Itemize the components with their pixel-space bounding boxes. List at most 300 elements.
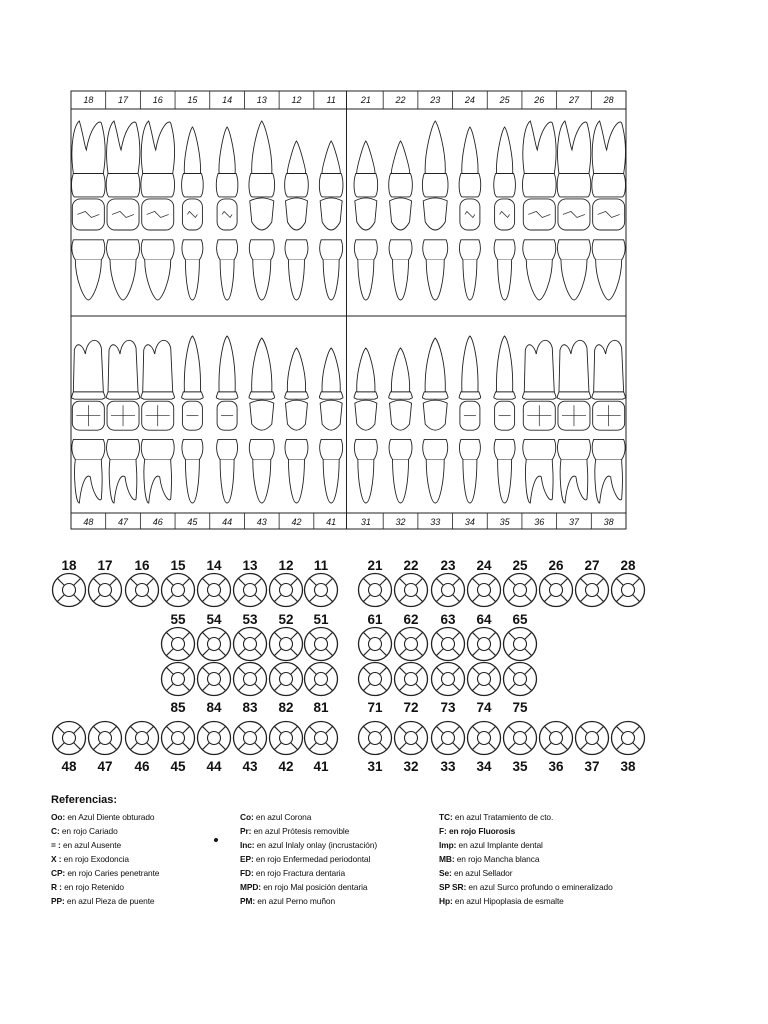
lower-tooth-label: 35 (499, 517, 510, 527)
tooth-surface-circle[interactable] (270, 574, 303, 607)
tooth-surface-circle[interactable] (162, 663, 195, 696)
tooth-surface-circle[interactable] (576, 574, 609, 607)
root-lingual (109, 459, 137, 503)
molar-tooth (522, 121, 556, 300)
crown-lateral (354, 392, 378, 399)
tooth-surface-circle[interactable] (198, 722, 231, 755)
tooth-number: 42 (278, 759, 294, 774)
incisal-surface (250, 400, 274, 430)
tooth-number: 52 (278, 612, 294, 627)
root-outline (391, 348, 409, 392)
root-outline (558, 121, 591, 174)
tooth-surface-circle[interactable] (540, 722, 573, 755)
reference-code: C: (51, 826, 60, 836)
tooth-surface-circle[interactable] (198, 574, 231, 607)
tooth-number: 41 (313, 759, 329, 774)
root-outline (462, 127, 478, 174)
crown-lingual (249, 240, 274, 260)
tooth-number: 85 (170, 700, 186, 715)
tooth-surface-circle[interactable] (305, 574, 338, 607)
reference-code: Se: (439, 868, 452, 878)
tooth-surface-circle[interactable] (270, 722, 303, 755)
root-lingual (393, 260, 409, 300)
tooth-number: 82 (278, 700, 294, 715)
crown-lateral (249, 174, 275, 197)
tooth-number: 34 (476, 759, 492, 774)
root-outline (391, 141, 409, 174)
surface-ring (369, 673, 382, 686)
upper-tooth-label: 22 (395, 95, 406, 105)
surface-ring (63, 732, 76, 745)
surface-ring (514, 732, 527, 745)
tooth-surface-circle[interactable] (395, 574, 428, 607)
surface-ring (244, 638, 257, 651)
crown-lateral (106, 392, 140, 399)
crown-lateral (592, 174, 626, 197)
root-outline (219, 336, 235, 392)
incisor-tooth (319, 141, 343, 300)
crown-lingual (182, 240, 203, 260)
tooth-surface-circle[interactable] (53, 722, 86, 755)
tooth-surface-circle[interactable] (395, 722, 428, 755)
surface-ring (442, 584, 455, 597)
tooth-surface-circle[interactable] (468, 663, 501, 696)
tooth-number: 46 (134, 759, 150, 774)
incisor-tooth (354, 141, 378, 300)
surface-ring (315, 638, 328, 651)
reference-description: en azul Prótesis removible (253, 826, 350, 836)
crown-lateral (557, 392, 591, 399)
reference-code: Oo: (51, 812, 66, 822)
reference-code: FD: (240, 868, 254, 878)
upper-tooth-label: 17 (118, 95, 129, 105)
upper-tooth-label: 18 (83, 95, 94, 105)
reference-code: R : (51, 882, 62, 892)
surface-ring (622, 584, 635, 597)
root-outline (462, 336, 478, 392)
reference-code: EP: (240, 854, 254, 864)
root-outline (72, 121, 105, 174)
root-lingual (185, 260, 199, 300)
crown-lateral (72, 174, 106, 197)
crown-lingual (523, 240, 556, 260)
root-outline (322, 141, 340, 174)
tooth-number: 74 (476, 700, 492, 715)
tooth-number: 71 (367, 700, 383, 715)
surface-ring (369, 584, 382, 597)
tooth-surface-circle[interactable] (468, 628, 501, 661)
premolar-tooth (182, 127, 204, 300)
tooth-surface-circle[interactable] (468, 722, 501, 755)
surface-ring (622, 732, 635, 745)
root-lingual (253, 459, 271, 503)
reference-item (439, 882, 613, 892)
lower-tooth-label: 31 (360, 517, 371, 527)
tooth-surface-circle[interactable] (468, 574, 501, 607)
tooth-surface-circle[interactable] (126, 574, 159, 607)
root-lingual (426, 260, 444, 300)
crown-lingual (459, 240, 480, 260)
crown-lateral (522, 174, 556, 197)
tooth-surface-circle[interactable] (612, 722, 645, 755)
molar-tooth (72, 121, 106, 300)
root-lingual (463, 459, 477, 503)
root-outline (559, 340, 589, 392)
surface-ring (369, 638, 382, 651)
tooth-surface-circle[interactable] (305, 722, 338, 755)
reference-description: en azul Implante dental (458, 840, 543, 850)
tooth-surface-circle[interactable] (359, 574, 392, 607)
tooth-surface-circle[interactable] (162, 628, 195, 661)
tooth-number: 84 (206, 700, 222, 715)
tooth-surface-circle[interactable] (198, 628, 231, 661)
root-lingual (323, 459, 339, 503)
surface-ring (63, 584, 76, 597)
surface-ring (280, 732, 293, 745)
root-outline (184, 127, 200, 174)
tooth-number: 17 (97, 558, 113, 573)
crown-lateral (216, 174, 238, 197)
surface-ring (136, 732, 149, 745)
upper-tooth-label: 21 (360, 95, 371, 105)
tooth-number: 31 (367, 759, 383, 774)
surface-ring (514, 584, 527, 597)
root-outline (496, 127, 512, 174)
tooth-number: 16 (134, 558, 150, 573)
lower-tooth-label: 34 (464, 517, 475, 527)
crown-lateral (389, 174, 413, 197)
surface-ring (244, 732, 257, 745)
reference-description: en rojo Exodoncia (63, 854, 129, 864)
tooth-surface-circle[interactable] (504, 574, 537, 607)
crown-lateral (249, 392, 275, 399)
surface-ring (405, 638, 418, 651)
crown-lingual (72, 240, 105, 260)
tooth-number: 13 (242, 558, 258, 573)
tooth-surface-circle[interactable] (234, 722, 267, 755)
tooth-surface-circle[interactable] (576, 722, 609, 755)
tooth-surface-circle[interactable] (504, 663, 537, 696)
root-outline (496, 336, 512, 392)
tooth-surface-circle[interactable] (270, 663, 303, 696)
reference-item (51, 896, 154, 906)
lower-tooth-label: 45 (187, 517, 198, 527)
root-lingual (323, 260, 339, 300)
lower-tooth-label: 36 (534, 517, 545, 527)
tooth-number: 64 (476, 612, 492, 627)
tooth-number: 28 (620, 558, 636, 573)
reference-description: en rojo Caries penetrante (67, 868, 160, 878)
surface-ring (136, 584, 149, 597)
surface-ring (478, 673, 491, 686)
lower-tooth-label: 37 (568, 517, 579, 527)
lower-tooth-label: 32 (395, 517, 406, 527)
crown-lingual (141, 439, 174, 459)
tooth-surface-circle[interactable] (53, 574, 86, 607)
reference-description: en rojo Mancha blanca (456, 854, 540, 864)
tooth-number: 62 (403, 612, 419, 627)
tooth-surface-circle[interactable] (432, 574, 465, 607)
root-outline (108, 340, 138, 392)
upper-tooth-label: 14 (222, 95, 233, 105)
tooth-surface-circle[interactable] (89, 574, 122, 607)
root-lingual (596, 260, 622, 300)
crown-lingual (494, 240, 515, 260)
reference-item (240, 826, 349, 836)
reference-item (439, 868, 512, 878)
upper-tooth-label: 27 (568, 95, 579, 105)
upper-tooth-label: 26 (534, 95, 545, 105)
crown-lingual (217, 439, 238, 459)
tooth-number: 73 (440, 700, 456, 715)
root-outline (357, 141, 375, 174)
crown-lingual (389, 439, 412, 459)
odontogram-circles (0, 550, 768, 790)
reference-description: en azul Inlaly onlay (incrustación) (256, 840, 378, 850)
dot-mark (213, 837, 218, 842)
root-lingual (75, 260, 101, 300)
tooth-number: 22 (403, 558, 419, 573)
crown-lateral (141, 174, 175, 197)
root-outline (143, 340, 173, 392)
tooth-number: 55 (170, 612, 186, 627)
crown-lingual (354, 240, 377, 260)
tooth-surface-circle[interactable] (234, 574, 267, 607)
reference-code: Hp: (439, 896, 453, 906)
reference-code: Imp: (439, 840, 457, 850)
surface-ring (586, 584, 599, 597)
tooth-surface-circle[interactable] (126, 722, 159, 755)
incisal-surface (355, 400, 377, 430)
premolar-tooth (459, 336, 481, 503)
crown-lateral (354, 174, 378, 197)
crown-lingual (557, 439, 590, 459)
root-outline (594, 340, 624, 392)
tooth-surface-circle[interactable] (359, 628, 392, 661)
root-outline (524, 340, 554, 392)
root-lingual (358, 459, 374, 503)
molar-tooth (522, 340, 556, 503)
crown-lingual (523, 439, 556, 459)
incisor-tooth (285, 141, 309, 300)
crown-lingual (141, 240, 174, 260)
root-lingual (526, 260, 552, 300)
reference-item (51, 840, 121, 850)
crown-lingual (72, 439, 105, 459)
upper-tooth-label: 12 (291, 95, 302, 105)
premolar-tooth (494, 127, 516, 300)
tooth-surface-circle[interactable] (432, 722, 465, 755)
tooth-number: 45 (170, 759, 186, 774)
tooth-number: 37 (584, 759, 600, 774)
root-lingual (358, 260, 374, 300)
surface-ring (442, 638, 455, 651)
tooth-number: 14 (206, 558, 222, 573)
root-outline (184, 336, 200, 392)
molar-tooth (141, 121, 175, 300)
root-lingual (561, 260, 587, 300)
molar-tooth (557, 121, 591, 300)
canine-tooth (249, 338, 275, 503)
crown-lingual (249, 439, 274, 459)
crown-lateral (319, 174, 343, 197)
surface-ring (586, 732, 599, 745)
surface-ring (478, 584, 491, 597)
reference-code: Inc: (240, 840, 255, 850)
tooth-surface-circle[interactable] (234, 628, 267, 661)
crown-lingual (107, 240, 140, 260)
reference-item (51, 868, 159, 878)
surface-ring (208, 584, 221, 597)
reference-item (439, 896, 564, 906)
crown-lingual (592, 240, 625, 260)
tooth-surface-circle[interactable] (198, 663, 231, 696)
surface-ring (208, 732, 221, 745)
tooth-number: 65 (512, 612, 528, 627)
reference-code: MB: (439, 854, 455, 864)
tooth-number: 21 (367, 558, 383, 573)
incisal-surface (390, 400, 412, 430)
root-lingual (185, 459, 199, 503)
crown-lingual (182, 439, 203, 459)
root-outline (252, 338, 272, 392)
surface-ring (315, 673, 328, 686)
crown-lingual (217, 240, 238, 260)
crown-lingual (423, 439, 448, 459)
surface-ring (442, 673, 455, 686)
root-outline (141, 121, 174, 174)
reference-description: en rojo Retenido (64, 882, 124, 892)
tooth-surface-circle[interactable] (234, 663, 267, 696)
molar-tooth (592, 340, 626, 503)
tooth-surface-circle[interactable] (395, 663, 428, 696)
incisor-tooth (285, 348, 309, 503)
tooth-surface-circle[interactable] (432, 663, 465, 696)
root-lingual (560, 459, 588, 503)
crown-lingual (459, 439, 480, 459)
tooth-number: 38 (620, 759, 636, 774)
premolar-tooth (182, 336, 204, 503)
reference-description: en Azul Diente obturado (67, 812, 155, 822)
reference-item (240, 812, 311, 822)
surface-ring (478, 638, 491, 651)
incisal-surface (423, 400, 447, 430)
root-outline (425, 121, 445, 174)
root-lingual (288, 260, 304, 300)
tooth-surface-circle[interactable] (504, 628, 537, 661)
reference-description: en rojo Enfermedad periodontal (255, 854, 371, 864)
root-lingual (288, 459, 304, 503)
tooth-number: 61 (367, 612, 383, 627)
tooth-surface-circle[interactable] (504, 722, 537, 755)
reference-item (51, 882, 124, 892)
crown-lingual (285, 240, 308, 260)
crown-lingual (354, 439, 377, 459)
reference-item (240, 882, 367, 892)
surface-ring (550, 584, 563, 597)
surface-ring (315, 584, 328, 597)
reference-code: MPD: (240, 882, 261, 892)
tooth-surface-circle[interactable] (270, 628, 303, 661)
surface-ring (99, 584, 112, 597)
reference-item (240, 868, 345, 878)
root-lingual (595, 459, 623, 503)
upper-tooth-label: 23 (430, 95, 441, 105)
references (0, 790, 768, 920)
reference-description: en azul Pieza de puente (66, 896, 155, 906)
root-outline (523, 121, 556, 174)
tooth-surface-circle[interactable] (305, 628, 338, 661)
crown-lingual (423, 240, 448, 260)
tooth-number: 23 (440, 558, 456, 573)
tooth-surface-circle[interactable] (305, 663, 338, 696)
premolar-tooth (494, 336, 516, 503)
surface-ring (514, 638, 527, 651)
crown-lingual (494, 439, 515, 459)
root-outline (107, 121, 140, 174)
crown-lateral (106, 174, 140, 197)
crown-lateral (422, 392, 448, 399)
root-lingual (220, 260, 234, 300)
root-lingual (426, 459, 444, 503)
crown-lateral (319, 392, 343, 399)
tooth-number: 35 (512, 759, 528, 774)
upper-tooth-label: 11 (326, 95, 336, 105)
root-outline (322, 348, 340, 392)
tooth-number: 18 (61, 558, 77, 573)
tooth-number: 63 (440, 612, 456, 627)
tooth-number: 72 (403, 700, 419, 715)
upper-tooth-label: 24 (464, 95, 475, 105)
reference-code: Co: (240, 812, 254, 822)
crown-lateral (557, 174, 591, 197)
tooth-surface-circle[interactable] (395, 628, 428, 661)
reference-code: Pr: (240, 826, 252, 836)
root-outline (252, 121, 272, 174)
incisal-surface (320, 400, 342, 430)
upper-tooth-label: 15 (187, 95, 198, 105)
tooth-surface-circle[interactable] (359, 722, 392, 755)
root-outline (425, 338, 445, 392)
surface-ring (99, 732, 112, 745)
tooth-surface-circle[interactable] (162, 574, 195, 607)
upper-tooth-label: 28 (603, 95, 614, 105)
tooth-surface-circle[interactable] (89, 722, 122, 755)
tooth-surface-circle[interactable] (540, 574, 573, 607)
molar-tooth (106, 340, 140, 503)
reference-description: en rojo Cariado (61, 826, 118, 836)
tooth-surface-circle[interactable] (432, 628, 465, 661)
tooth-surface-circle[interactable] (359, 663, 392, 696)
crown-lingual (285, 439, 308, 459)
tooth-surface-circle[interactable] (162, 722, 195, 755)
root-outline (592, 121, 625, 174)
reference-item (439, 812, 553, 822)
tooth-surface-circle[interactable] (612, 574, 645, 607)
root-outline (357, 348, 375, 392)
root-outline (287, 348, 305, 392)
reference-description: en azul Tratamiento de cto. (454, 812, 554, 822)
root-lingual (393, 459, 409, 503)
reference-description: en azul Perno muñon (257, 896, 336, 906)
root-outline (287, 141, 305, 174)
crown-lingual (592, 439, 625, 459)
tooth-number: 36 (548, 759, 564, 774)
crown-lateral (182, 174, 204, 197)
lower-tooth-label: 38 (603, 517, 614, 527)
reference-item (240, 840, 377, 850)
crown-lateral (285, 392, 309, 399)
